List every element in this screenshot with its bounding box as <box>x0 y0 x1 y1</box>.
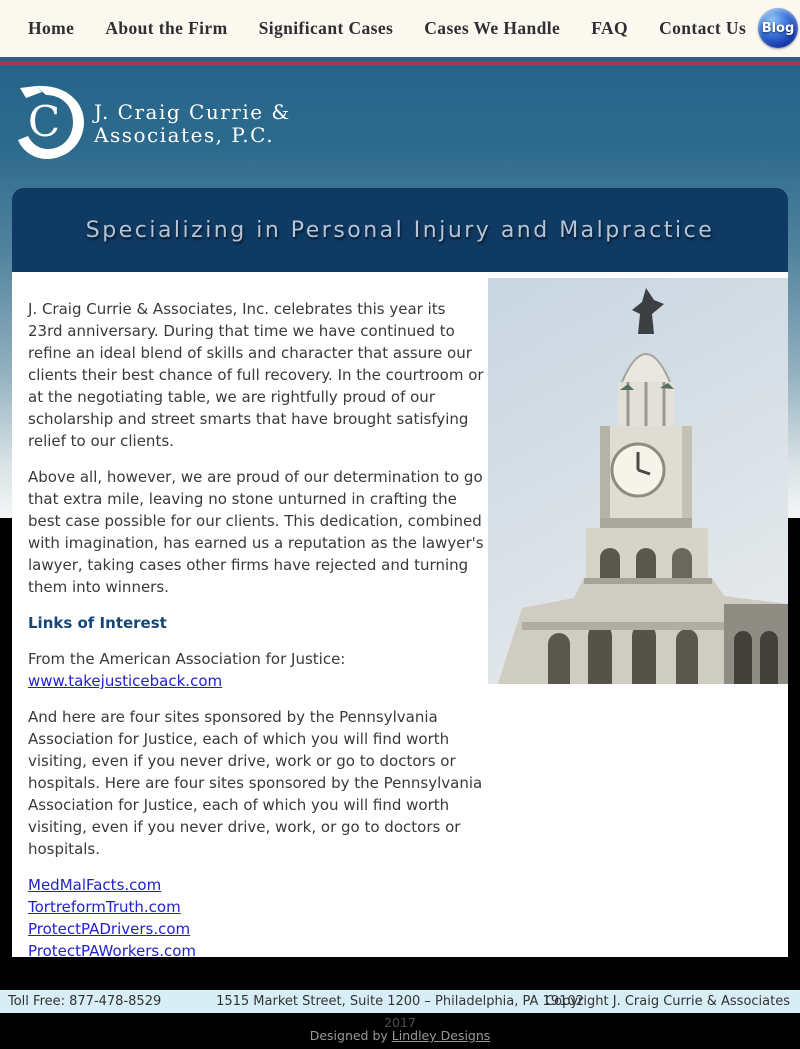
designed-by-text: Designed by <box>309 1028 388 1043</box>
firm-logo[interactable] <box>12 84 291 164</box>
aaj-block <box>28 648 484 692</box>
blog-button[interactable] <box>758 8 798 48</box>
resource-links-list <box>28 874 484 957</box>
aaj-intro-text: From the American Association for Justice: <box>28 650 346 668</box>
firm-name-line2: Associates, P.C. <box>94 123 275 147</box>
tortreformtruth-link[interactable]: TortreformTruth.com <box>28 898 181 916</box>
nav-item-cases-we-handle[interactable]: Cases We Handle <box>424 18 561 38</box>
medmalfacts-link[interactable]: MedMalFacts.com <box>28 876 162 894</box>
footer-designed-by <box>0 1028 800 1043</box>
tagline-banner <box>12 188 788 272</box>
paj-paragraph: And here are four sites sponsored by the Pennsylvania Association for Justice, each of which you will find worth visiting, even if you never drive, work or go to doctors or hospitals. Here are four sites sponsored by the Pennsylvania Association for Justice, each of which you will find worth visiting, even if you never drive, work, or go to doctors or hospitals. <box>28 708 483 858</box>
protectpaworkers-link[interactable]: ProtectPAWorkers.com <box>28 942 197 957</box>
lindley-designs-link[interactable]: Lindley Designs <box>391 1028 491 1043</box>
firm-monogram-icon <box>12 84 86 164</box>
protectpadrivers-link[interactable]: ProtectPADrivers.com <box>28 920 191 938</box>
city-hall-photo <box>488 278 788 684</box>
nav-item-contact-us[interactable]: Contact Us <box>659 18 747 38</box>
footer-toll-free: Toll Free: 877-478-8529 <box>8 994 162 1009</box>
takejusticeback-link[interactable]: www.takejusticeback.com <box>28 672 223 690</box>
footer-year: 2017 <box>384 1015 416 1030</box>
firm-name <box>94 101 291 147</box>
nav-item-home[interactable]: Home <box>28 18 75 38</box>
svg-text:C: C <box>28 97 61 146</box>
top-navigation <box>0 0 800 57</box>
firm-name-line1: J. Craig Currie & <box>94 100 291 124</box>
nav-item-significant-cases[interactable]: Significant Cases <box>258 18 394 38</box>
intro-text-column <box>28 298 484 957</box>
intro-paragraph-1: J. Craig Currie & Associates, Inc. celebrates this year its 23rd anniversary. During that time we have continued to refine an ideal blend of skills and character that assure our clients their best chance of full recovery. In the courtroom or at the negotiating table, we are rightfully proud of our scholarship and street smarts that have brought satisfying relief to our clients. <box>28 300 484 450</box>
footer-info-bar <box>0 990 800 1013</box>
tagline-text: Specializing in Personal Injury and Malpractice <box>85 217 715 243</box>
footer-address: 1515 Market Street, Suite 1200 – Philadelphia, PA 19102 <box>216 994 584 1009</box>
intro-paragraph-2: Above all, however, we are proud of our determination to go that extra mile, leaving no stone unturned in crafting the best case possible for our clients. This dedication, combined with imagination, has earned us a reputation as the lawyer's lawyer, taking cases other firms have rejected and turning them into winners. <box>28 468 484 596</box>
links-of-interest-heading: Links of Interest <box>28 614 167 632</box>
nav-item-about-the-firm[interactable]: About the Firm <box>105 18 228 38</box>
content-area <box>12 272 788 957</box>
footer-copyright: Copyright J. Craig Currie & Associates <box>545 994 790 1009</box>
nav-item-faq[interactable]: FAQ <box>591 18 629 38</box>
main-content-card <box>12 188 788 957</box>
blog-button-label: Blog <box>761 20 795 36</box>
